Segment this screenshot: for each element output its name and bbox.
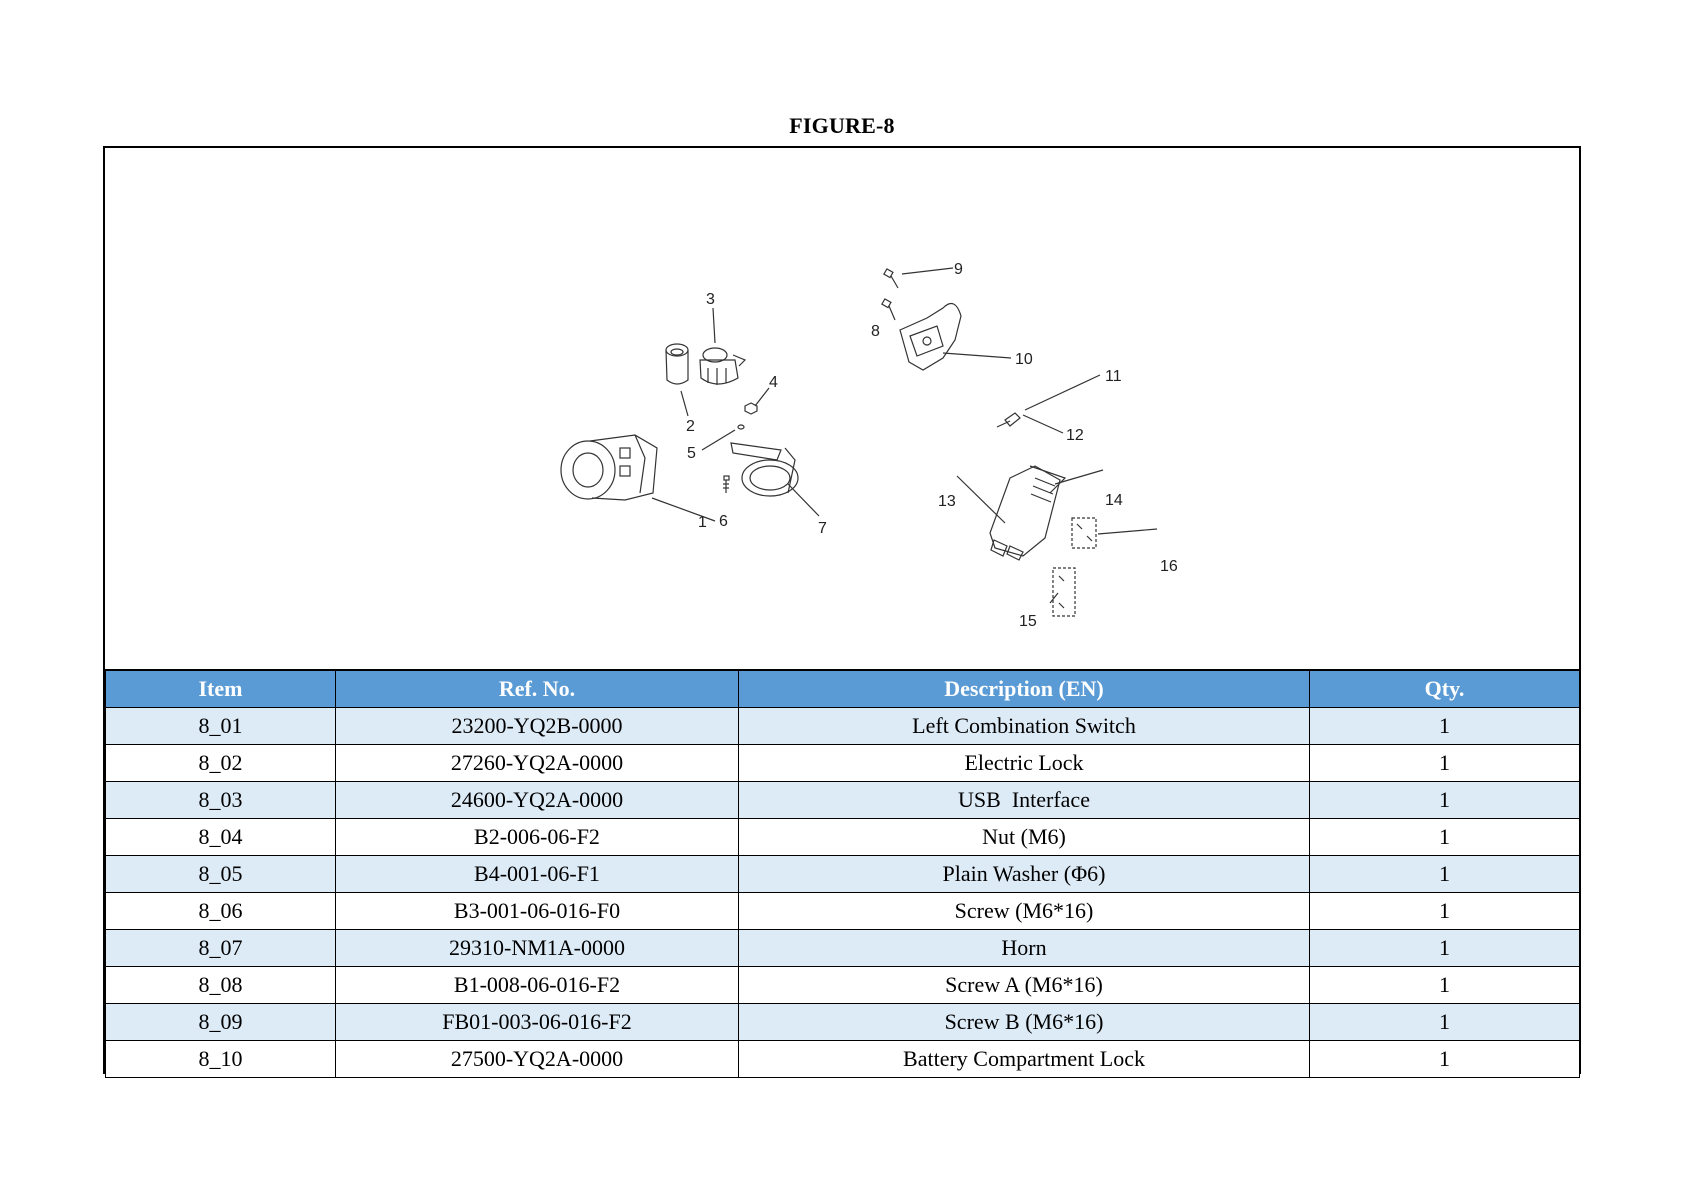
cell-qty: 1 [1310, 967, 1580, 1004]
cell-item: 8_10 [106, 1041, 336, 1078]
part-2-electric-lock-drawing [666, 344, 688, 416]
cell-ref-no: FB01-003-06-016-F2 [336, 1004, 739, 1041]
callout-10: 10 [1015, 351, 1033, 368]
figure-frame [103, 146, 1581, 1074]
header-description: Description (EN) [739, 670, 1310, 708]
callout-15: 15 [1019, 613, 1037, 630]
part-13-14-controller-drawing [957, 466, 1103, 560]
cell-description: Left Combination Switch [739, 708, 1310, 745]
cell-item: 8_06 [106, 893, 336, 930]
cell-ref-no: B2-006-06-F2 [336, 819, 739, 856]
callout-8: 8 [871, 323, 880, 340]
cell-ref-no: 23200-YQ2B-0000 [336, 708, 739, 745]
cell-qty: 1 [1310, 1041, 1580, 1078]
part-10-battery-lock-drawing [900, 304, 1011, 371]
cell-item: 8_01 [106, 708, 336, 745]
cell-description: Electric Lock [739, 745, 1310, 782]
parts-drawing [105, 148, 1579, 669]
table-row [106, 819, 1580, 856]
cell-ref-no: 29310-NM1A-0000 [336, 930, 739, 967]
callout-9: 9 [954, 261, 963, 278]
callout-3: 3 [706, 291, 715, 308]
cell-qty: 1 [1310, 708, 1580, 745]
callout-6: 6 [719, 513, 728, 530]
table-header-row [106, 670, 1580, 708]
cell-qty: 1 [1310, 782, 1580, 819]
cell-description: Screw (M6*16) [739, 893, 1310, 930]
cell-qty: 1 [1310, 1004, 1580, 1041]
figure-title: FIGURE-8 [789, 113, 895, 138]
cell-description: Plain Washer (Φ6) [739, 856, 1310, 893]
exploded-parts-diagram [105, 148, 1579, 669]
table-row [106, 930, 1580, 967]
cell-description: Screw B (M6*16) [739, 1004, 1310, 1041]
cell-ref-no: 27260-YQ2A-0000 [336, 745, 739, 782]
callout-16: 16 [1160, 558, 1178, 575]
cell-item: 8_08 [106, 967, 336, 1004]
callout-1: 1 [698, 514, 707, 531]
table-row [106, 893, 1580, 930]
cell-qty: 1 [1310, 819, 1580, 856]
cell-description: Screw A (M6*16) [739, 967, 1310, 1004]
header-qty: Qty. [1310, 670, 1580, 708]
callout-7: 7 [818, 520, 827, 537]
cell-description: USB Interface [739, 782, 1310, 819]
cell-item: 8_03 [106, 782, 336, 819]
cell-item: 8_04 [106, 819, 336, 856]
cell-ref-no: B4-001-06-F1 [336, 856, 739, 893]
table-row [106, 1041, 1580, 1078]
callout-13: 13 [938, 493, 956, 510]
part-6-screw-drawing [723, 476, 729, 493]
cell-description: Horn [739, 930, 1310, 967]
cell-item: 8_09 [106, 1004, 336, 1041]
cell-item: 8_05 [106, 856, 336, 893]
cell-ref-no: B3-001-06-016-F0 [336, 893, 739, 930]
header-ref-no: Ref. No. [336, 670, 739, 708]
table-row [106, 856, 1580, 893]
table-row [106, 745, 1580, 782]
part-7-horn-drawing [731, 443, 819, 516]
cell-qty: 1 [1310, 745, 1580, 782]
cell-item: 8_07 [106, 930, 336, 967]
cell-ref-no: B1-008-06-016-F2 [336, 967, 739, 1004]
cell-qty: 1 [1310, 930, 1580, 967]
cell-qty: 1 [1310, 893, 1580, 930]
cell-description: Nut (M6) [739, 819, 1310, 856]
cell-item: 8_02 [106, 745, 336, 782]
table-row [106, 708, 1580, 745]
parts-table [105, 669, 1580, 1078]
part-3-usb-interface-drawing [700, 308, 745, 385]
callout-4: 4 [769, 374, 778, 391]
table-row [106, 967, 1580, 1004]
callout-11: 11 [1105, 368, 1122, 385]
callout-12: 12 [1066, 427, 1084, 444]
part-15-16-brackets-drawing [1050, 518, 1157, 616]
header-item: Item [106, 670, 336, 708]
cell-ref-no: 27500-YQ2A-0000 [336, 1041, 739, 1078]
callout-14: 14 [1105, 492, 1123, 509]
table-row [106, 782, 1580, 819]
callout-5: 5 [687, 445, 696, 462]
cell-ref-no: 24600-YQ2A-0000 [336, 782, 739, 819]
table-row [106, 1004, 1580, 1041]
part-11-12-cable-drawing [997, 375, 1100, 433]
part-4-5-nut-washer-drawing [702, 388, 769, 450]
cell-qty: 1 [1310, 856, 1580, 893]
cell-description: Battery Compartment Lock [739, 1041, 1310, 1078]
callout-2: 2 [686, 418, 695, 435]
